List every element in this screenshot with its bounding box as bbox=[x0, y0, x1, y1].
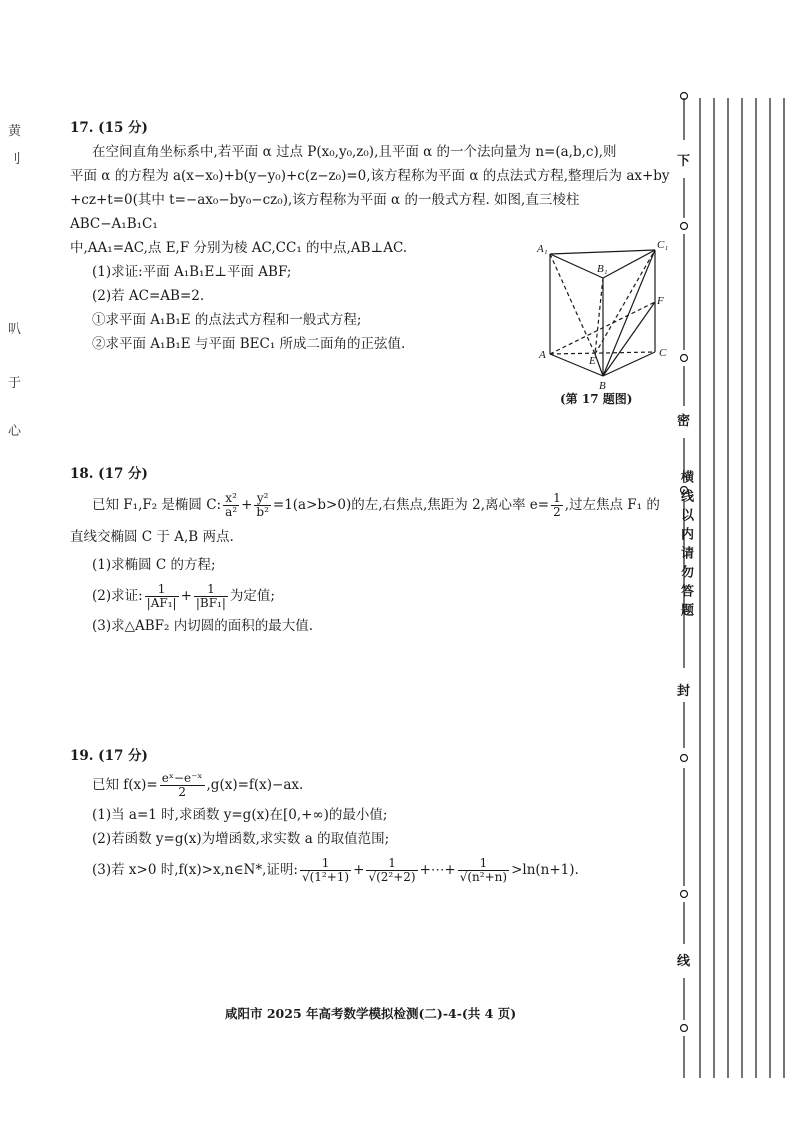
binding-label-top: 下 bbox=[677, 154, 691, 169]
fraction-den: b² bbox=[256, 505, 269, 519]
question-19-part-2: (2)若函数 y=g(x)为增函数,求实数 a 的取值范围; bbox=[92, 831, 390, 847]
question-18-part-1: (1)求椭圆 C 的方程; bbox=[92, 557, 216, 573]
text-run: (2)求证: bbox=[92, 588, 143, 604]
text-run: ,g(x)=f(x)−ax. bbox=[206, 777, 304, 793]
fraction-num: y² bbox=[254, 492, 271, 506]
fraction bbox=[366, 857, 417, 884]
label-b: B bbox=[599, 380, 606, 392]
question-17-part-1: (1)求证:平面 A₁B₁E⊥平面 ABF; bbox=[92, 264, 292, 280]
margin-char: 刂 bbox=[8, 152, 22, 167]
text-run: + bbox=[241, 497, 253, 513]
question-17-text: 中,AA₁=AC,点 E,F 分别为棱 AC,CC₁ 的中点,AB⊥AC. bbox=[70, 240, 408, 256]
question-19-head: 19. (17 分) bbox=[70, 748, 148, 764]
fraction bbox=[300, 857, 351, 884]
fraction-num: 1 bbox=[194, 583, 228, 597]
prism-figure bbox=[535, 236, 675, 406]
text-run: (3)若 x>0 时,f(x)>x,n∈N*,证明: bbox=[92, 862, 298, 878]
label-f: F bbox=[657, 295, 664, 307]
fraction-den: a² bbox=[225, 505, 238, 519]
binding-hole bbox=[681, 355, 688, 362]
fraction-den: √(2²+2) bbox=[368, 870, 416, 884]
label-a: A bbox=[539, 349, 546, 361]
figure-caption: (第 17 题图) bbox=[560, 392, 633, 406]
text-run: + bbox=[353, 862, 365, 878]
question-17-text: 平面 α 的方程为 a(x−x₀)+b(y−y₀)+c(z−z₀)=0,该方程称为平面 α 的点法式方程,整理后为 ax+by bbox=[70, 168, 670, 184]
question-18-line-2: 直线交椭圆 C 于 A,B 两点. bbox=[70, 529, 234, 545]
fraction-num: 1 bbox=[553, 491, 561, 505]
fraction bbox=[145, 583, 179, 610]
question-18-part-3: (3)求△ABF₂ 内切圆的面积的最大值. bbox=[92, 618, 314, 634]
fraction-den: |BF₁| bbox=[195, 596, 226, 610]
fraction-num: 1 bbox=[145, 583, 179, 597]
question-18-head: 18. (17 分) bbox=[70, 466, 148, 482]
question-19-line-1 bbox=[70, 772, 670, 799]
fraction-den: 2 bbox=[178, 785, 186, 799]
fraction-den: √(n²+n) bbox=[459, 870, 508, 884]
page-footer: 咸阳市 2025 年高考数学模拟检测(二)-4-(共 4 页) bbox=[225, 1006, 517, 1021]
binding-hole bbox=[681, 1025, 688, 1032]
margin-char: 于 bbox=[8, 376, 22, 391]
fraction bbox=[223, 492, 239, 519]
question-19-part-1: (1)当 a=1 时,求函数 y=g(x)在[0,+∞)的最小值; bbox=[92, 807, 388, 823]
fraction bbox=[194, 583, 228, 610]
line-b1e bbox=[595, 278, 603, 354]
margin-char: 叭 bbox=[8, 322, 22, 337]
binding-hole bbox=[681, 223, 688, 230]
label-a1: A₁ bbox=[537, 243, 548, 255]
text-run: 已知 F₁,F₂ 是椭圆 C: bbox=[92, 497, 222, 513]
fraction bbox=[458, 857, 509, 884]
fraction-num: eˣ−e⁻ˣ bbox=[161, 771, 203, 785]
label-c: C bbox=[659, 347, 667, 359]
text-run: 已知 f(x)= bbox=[92, 777, 158, 793]
binding-hole bbox=[681, 755, 688, 762]
text-run: ,过左焦点 F₁ 的 bbox=[564, 497, 660, 513]
edge-a1c1 bbox=[550, 250, 655, 254]
binding-hole bbox=[681, 891, 688, 898]
fraction bbox=[551, 492, 563, 519]
binding-label-xian: 线 bbox=[677, 954, 691, 969]
edge-b1c1 bbox=[603, 250, 655, 278]
question-19 bbox=[70, 744, 670, 884]
label-c1: C₁ bbox=[657, 239, 669, 251]
question-18 bbox=[70, 462, 670, 638]
binding-label-mi: 密 bbox=[677, 414, 691, 429]
question-17-head: 17. (15 分) bbox=[70, 120, 148, 136]
label-b1: B₁ bbox=[597, 263, 608, 275]
question-17-part-2a: ①求平面 A₁B₁E 的点法式方程和一般式方程; bbox=[92, 312, 362, 328]
question-17-part-2: (2)若 AC=AB=2. bbox=[92, 288, 205, 304]
question-19-part-3 bbox=[70, 857, 670, 884]
text-run: =1(a>b>0)的左,右焦点,焦距为 2,离心率 e= bbox=[272, 497, 550, 513]
question-17-part-2b: ②求平面 A₁B₁E 与平面 BEC₁ 所成二面角的正弦值. bbox=[92, 336, 406, 352]
margin-char: 心 bbox=[8, 424, 22, 439]
margin-char: 黄 bbox=[8, 124, 22, 139]
text-run: 为定值; bbox=[229, 588, 275, 604]
edge-a1b1 bbox=[550, 254, 603, 278]
question-17-text: +cz+t=0(其中 t=−ax₀−by₀−cz₀),该方程称为平面 α 的一般式方程. 如图,直三棱柱 ABC−A₁B₁C₁ bbox=[70, 192, 580, 232]
fraction-num: 1 bbox=[366, 857, 417, 871]
question-17-text: 在空间直角坐标系中,若平面 α 过点 P(x₀,y₀,z₀),且平面 α 的一个法向量为 n=(a,b,c),则 bbox=[92, 144, 617, 160]
fraction-den: √(1²+1) bbox=[301, 870, 350, 884]
text-run: + bbox=[180, 588, 192, 604]
text-run: +⋯+ bbox=[419, 862, 456, 878]
question-18-part-2 bbox=[70, 583, 670, 610]
binding-label-feng: 封 bbox=[677, 684, 691, 699]
text-run: >ln(n+1). bbox=[511, 862, 579, 878]
fraction bbox=[254, 492, 271, 519]
fraction bbox=[160, 772, 205, 799]
fraction-den: |AF₁| bbox=[146, 596, 177, 610]
label-e: E bbox=[589, 355, 596, 367]
fraction-den: 2 bbox=[553, 505, 561, 519]
question-18-line-1 bbox=[70, 492, 670, 519]
fraction-num: x² bbox=[223, 492, 239, 506]
fraction-num: 1 bbox=[458, 857, 509, 871]
binding-warning: 横线以内请勿答题 bbox=[678, 470, 693, 622]
fraction-num: 1 bbox=[300, 857, 351, 871]
line-a1e bbox=[550, 254, 595, 354]
